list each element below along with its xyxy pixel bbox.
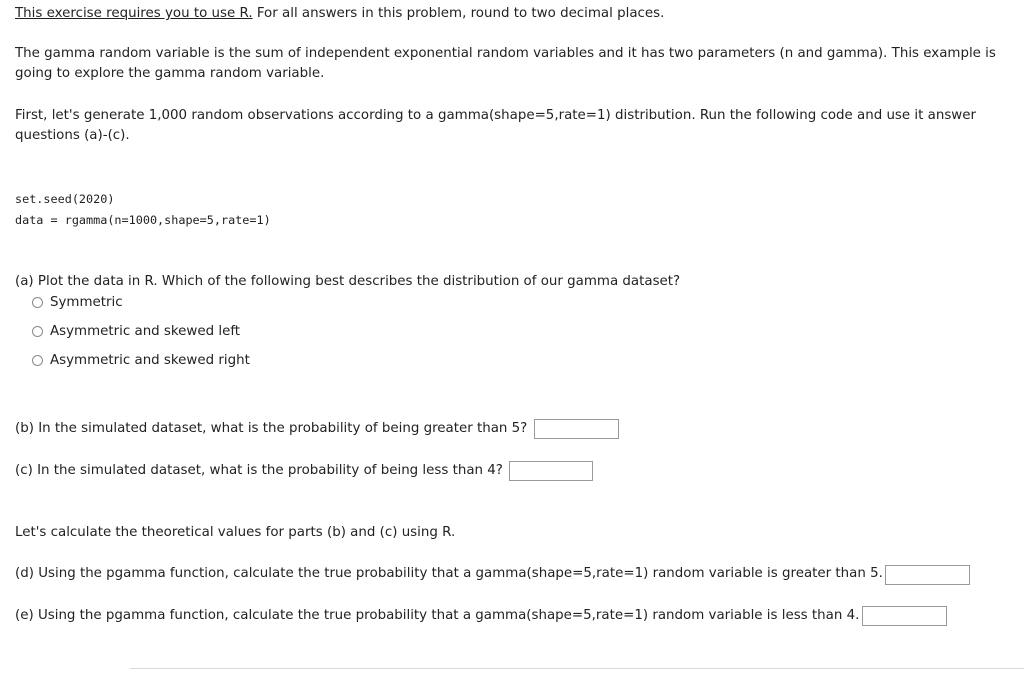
answer-c-input[interactable] — [509, 461, 593, 481]
radio-button[interactable] — [32, 355, 43, 366]
question-e-prompt: (e) Using the pgamma function, calculate the true probability that a gamma(shape=5,rate=1) random variable is less than 4. — [15, 608, 860, 623]
option-label: Symmetric — [50, 294, 123, 310]
answer-d-input[interactable] — [885, 565, 970, 585]
answer-e-input[interactable] — [862, 606, 947, 626]
answer-b-input[interactable] — [534, 419, 619, 439]
intro-rest-text: For all answers in this problem, round to two decimal places. — [252, 6, 665, 21]
page-divider — [130, 668, 1024, 669]
question-d-prompt: (d) Using the pgamma function, calculate the true probability that a gamma(shape=5,rate=1) random variable is greater than 5. — [15, 566, 883, 581]
intro-line — [15, 4, 664, 24]
r-requirement-link[interactable]: This exercise requires you to use R. — [15, 6, 253, 21]
code-line-1: set.seed(2020) — [15, 192, 115, 206]
theory-intro: Let's calculate the theoretical values for parts (b) and (c) using R. — [15, 525, 456, 540]
instructions-line-2: questions (a)-(c). — [15, 128, 130, 143]
description-line-2: going to explore the gamma random variable. — [15, 66, 325, 81]
instructions-line-1: First, let's generate 1,000 random observations according to a gamma(shape=5,rate=1) distribution. Run the following code and use it answer — [15, 108, 976, 123]
code-line-2: data = rgamma(n=1000,shape=5,rate=1) — [15, 213, 271, 227]
option-label: Asymmetric and skewed right — [50, 352, 250, 368]
radio-button[interactable] — [32, 297, 43, 308]
option-skewed-left[interactable] — [32, 321, 240, 341]
description-line-1: The gamma random variable is the sum of independent exponential random variables and it has two parameters (n and gamma). This example is — [15, 46, 996, 61]
question-c-prompt: (c) In the simulated dataset, what is the probability of being less than 4? — [15, 463, 503, 478]
option-symmetric[interactable] — [32, 292, 123, 312]
radio-button[interactable] — [32, 326, 43, 337]
question-a-prompt: (a) Plot the data in R. Which of the following best describes the distribution of our gamma dataset? — [15, 274, 681, 289]
question-b-prompt: (b) In the simulated dataset, what is the probability of being greater than 5? — [15, 421, 528, 436]
option-skewed-right[interactable] — [32, 350, 250, 370]
option-label: Asymmetric and skewed left — [50, 323, 241, 339]
